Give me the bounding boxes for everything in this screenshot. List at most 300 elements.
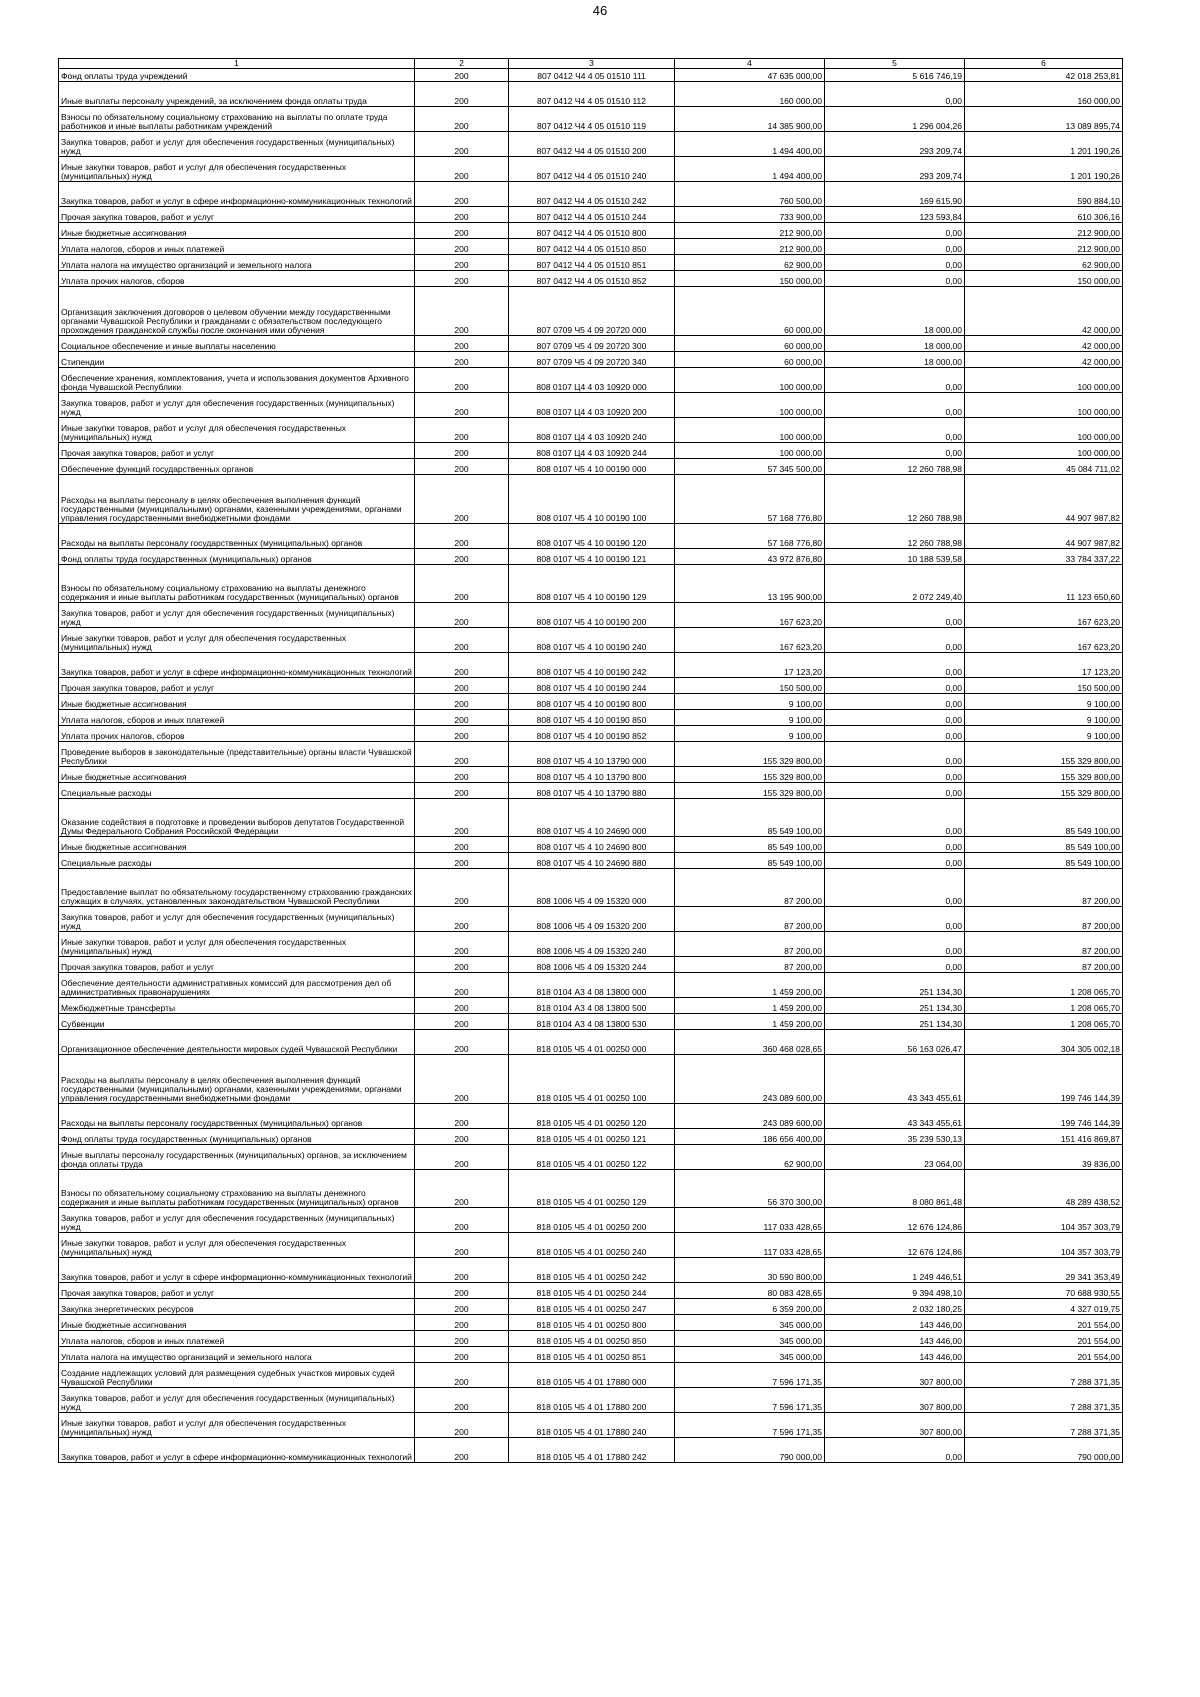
table-row	[59, 157, 1123, 182]
table-row	[59, 1347, 1123, 1363]
row-code: 200	[415, 1055, 509, 1104]
row-kbk-code: 807 0412 Ч4 4 05 01510 800	[509, 223, 675, 239]
row-kbk-code: 818 0105 Ч5 4 01 00250 120	[509, 1104, 675, 1129]
row-col4-value: 60 000,00	[675, 352, 825, 368]
row-col4-value: 87 200,00	[675, 932, 825, 957]
row-col5-value: 0,00	[825, 957, 965, 973]
row-kbk-code: 808 0107 Ч5 4 10 24690 880	[509, 853, 675, 869]
row-name: Прочая закупка товаров, работ и услуг	[59, 957, 415, 973]
row-kbk-code: 818 0105 Ч5 4 01 17880 000	[509, 1363, 675, 1388]
row-col5-value: 23 064,00	[825, 1145, 965, 1170]
row-col4-value: 100 000,00	[675, 443, 825, 459]
table-row	[59, 742, 1123, 767]
table-row	[59, 767, 1123, 783]
row-name: Создание надлежащих условий для размещения судебных участков мировых судей Чувашской Республики	[59, 1363, 415, 1388]
row-kbk-code: 808 1006 Ч5 4 09 15320 244	[509, 957, 675, 973]
table-row	[59, 799, 1123, 837]
table-row	[59, 1104, 1123, 1129]
row-name: Проведение выборов в законодательные (представительные) органы власти Чувашской Республики	[59, 742, 415, 767]
row-code: 200	[415, 628, 509, 653]
row-code: 200	[415, 157, 509, 182]
row-name: Фонд оплаты труда учреждений	[59, 69, 415, 82]
row-kbk-code: 818 0104 А3 4 08 13800 500	[509, 998, 675, 1014]
row-col5-value: 0,00	[825, 742, 965, 767]
row-name: Расходы на выплаты персоналу государственных (муниципальных) органов	[59, 1104, 415, 1129]
row-name: Уплата налогов, сборов и иных платежей	[59, 239, 415, 255]
row-kbk-code: 818 0105 Ч5 4 01 00250 200	[509, 1208, 675, 1233]
row-col5-value: 43 343 455,61	[825, 1104, 965, 1129]
row-code: 200	[415, 1014, 509, 1030]
row-kbk-code: 808 0107 Ч5 4 10 00190 200	[509, 603, 675, 628]
row-col4-value: 60 000,00	[675, 336, 825, 352]
row-kbk-code: 808 0107 Ч5 4 10 13790 800	[509, 767, 675, 783]
row-name: Взносы по обязательному социальному страхованию на выплаты денежного содержания и иные выплаты работникам государственных (муниципальных) органов	[59, 565, 415, 603]
row-code: 200	[415, 239, 509, 255]
row-name: Иные закупки товаров, работ и услуг для обеспечения государственных (муниципальных) нужд	[59, 418, 415, 443]
row-col5-value: 2 072 249,40	[825, 565, 965, 603]
row-kbk-code: 808 0107 Ц4 4 03 10920 200	[509, 393, 675, 418]
row-col5-value: 0,00	[825, 255, 965, 271]
row-col4-value: 57 345 500,00	[675, 459, 825, 475]
row-col4-value: 1 459 200,00	[675, 1014, 825, 1030]
row-code: 200	[415, 69, 509, 82]
row-col5-value: 143 446,00	[825, 1315, 965, 1331]
row-col6-value: 33 784 337,22	[965, 549, 1123, 565]
row-col5-value: 293 209,74	[825, 157, 965, 182]
row-name: Прочая закупка товаров, работ и услуг	[59, 678, 415, 694]
row-col6-value: 87 200,00	[965, 869, 1123, 907]
row-kbk-code: 808 1006 Ч5 4 09 15320 200	[509, 907, 675, 932]
row-col4-value: 57 168 776,80	[675, 524, 825, 549]
row-code: 200	[415, 1170, 509, 1208]
row-kbk-code: 818 0105 Ч5 4 01 17880 242	[509, 1438, 675, 1463]
row-col5-value: 307 800,00	[825, 1388, 965, 1413]
row-col6-value: 212 900,00	[965, 239, 1123, 255]
row-col4-value: 85 549 100,00	[675, 853, 825, 869]
row-col6-value: 7 288 371,35	[965, 1363, 1123, 1388]
row-col6-value: 160 000,00	[965, 82, 1123, 107]
row-kbk-code: 808 0107 Ч5 4 10 24690 800	[509, 837, 675, 853]
row-col4-value: 1 494 400,00	[675, 157, 825, 182]
row-code: 200	[415, 1331, 509, 1347]
row-col5-value: 12 260 788,98	[825, 524, 965, 549]
header-row	[59, 59, 1123, 69]
row-col4-value: 155 329 800,00	[675, 767, 825, 783]
row-col6-value: 9 100,00	[965, 710, 1123, 726]
row-code: 200	[415, 783, 509, 799]
row-kbk-code: 818 0105 Ч5 4 01 00250 122	[509, 1145, 675, 1170]
row-col5-value: 251 134,30	[825, 998, 965, 1014]
row-col5-value: 0,00	[825, 239, 965, 255]
row-col5-value: 12 260 788,98	[825, 459, 965, 475]
row-name: Оказание содействия в подготовке и проведении выборов депутатов Государственной Думы Федерального Собрания Российской Федерации	[59, 799, 415, 837]
row-name: Иные закупки товаров, работ и услуг для обеспечения государственных (муниципальных) нужд	[59, 1413, 415, 1438]
row-kbk-code: 808 0107 Ч5 4 10 00190 244	[509, 678, 675, 694]
row-col4-value: 733 900,00	[675, 207, 825, 223]
row-name: Субвенции	[59, 1014, 415, 1030]
row-col5-value: 143 446,00	[825, 1347, 965, 1363]
row-code: 200	[415, 443, 509, 459]
row-code: 200	[415, 255, 509, 271]
row-code: 200	[415, 678, 509, 694]
row-col5-value: 123 593,84	[825, 207, 965, 223]
row-col5-value: 5 616 746,19	[825, 69, 965, 82]
table-row	[59, 565, 1123, 603]
row-col4-value: 155 329 800,00	[675, 783, 825, 799]
row-kbk-code: 818 0105 Ч5 4 01 17880 240	[509, 1413, 675, 1438]
row-name: Межбюджетные трансферты	[59, 998, 415, 1014]
row-kbk-code: 808 1006 Ч5 4 09 15320 240	[509, 932, 675, 957]
row-kbk-code: 807 0412 Ч4 4 05 01510 119	[509, 107, 675, 132]
row-code: 200	[415, 710, 509, 726]
row-col4-value: 30 590 800,00	[675, 1258, 825, 1283]
row-kbk-code: 808 0107 Ч5 4 10 00190 129	[509, 565, 675, 603]
table-row	[59, 255, 1123, 271]
row-kbk-code: 818 0105 Ч5 4 01 00250 240	[509, 1233, 675, 1258]
row-kbk-code: 808 0107 Ц4 4 03 10920 000	[509, 368, 675, 393]
row-col6-value: 199 746 144,39	[965, 1104, 1123, 1129]
row-col6-value: 44 907 987,82	[965, 524, 1123, 549]
row-col4-value: 14 385 900,00	[675, 107, 825, 132]
row-name: Закупка товаров, работ и услуг в сфере информационно-коммуникационных технологий	[59, 653, 415, 678]
table-row	[59, 998, 1123, 1014]
row-col6-value: 201 554,00	[965, 1331, 1123, 1347]
row-name: Предоставление выплат по обязательному государственному страхованию гражданских служащих в случаях, установленных законодательством Чувашской Республики	[59, 869, 415, 907]
row-kbk-code: 808 0107 Ч5 4 10 13790 880	[509, 783, 675, 799]
row-col5-value: 12 260 788,98	[825, 475, 965, 524]
row-col4-value: 85 549 100,00	[675, 837, 825, 853]
row-name: Иные бюджетные ассигнования	[59, 767, 415, 783]
row-col4-value: 9 100,00	[675, 726, 825, 742]
row-col6-value: 42 000,00	[965, 352, 1123, 368]
row-col6-value: 29 341 353,49	[965, 1258, 1123, 1283]
row-col5-value: 18 000,00	[825, 352, 965, 368]
table-row	[59, 1145, 1123, 1170]
row-col4-value: 56 370 300,00	[675, 1170, 825, 1208]
row-col6-value: 104 357 303,79	[965, 1233, 1123, 1258]
row-kbk-code: 807 0412 Ч4 4 05 01510 244	[509, 207, 675, 223]
row-name: Закупка энергетических ресурсов	[59, 1299, 415, 1315]
row-kbk-code: 818 0105 Ч5 4 01 00250 800	[509, 1315, 675, 1331]
row-col6-value: 1 201 190,26	[965, 132, 1123, 157]
row-kbk-code: 818 0105 Ч5 4 01 17880 200	[509, 1388, 675, 1413]
row-col5-value: 0,00	[825, 694, 965, 710]
row-name: Специальные расходы	[59, 853, 415, 869]
row-col4-value: 9 100,00	[675, 694, 825, 710]
row-code: 200	[415, 207, 509, 223]
row-kbk-code: 807 0412 Ч4 4 05 01510 851	[509, 255, 675, 271]
table-row	[59, 853, 1123, 869]
table-row	[59, 710, 1123, 726]
row-col5-value: 9 394 498,10	[825, 1283, 965, 1299]
row-col4-value: 760 500,00	[675, 182, 825, 207]
row-col6-value: 62 900,00	[965, 255, 1123, 271]
table-row	[59, 239, 1123, 255]
row-col5-value: 251 134,30	[825, 973, 965, 998]
row-kbk-code: 818 0105 Ч5 4 01 00250 244	[509, 1283, 675, 1299]
row-code: 200	[415, 287, 509, 336]
row-code: 200	[415, 799, 509, 837]
row-code: 200	[415, 1438, 509, 1463]
row-kbk-code: 808 0107 Ч5 4 10 00190 121	[509, 549, 675, 565]
row-col6-value: 212 900,00	[965, 223, 1123, 239]
row-code: 200	[415, 1315, 509, 1331]
row-col5-value: 18 000,00	[825, 287, 965, 336]
row-col5-value: 56 163 026,47	[825, 1030, 965, 1055]
row-code: 200	[415, 82, 509, 107]
row-name: Организационное обеспечение деятельности мировых судей Чувашской Республики	[59, 1030, 415, 1055]
row-code: 200	[415, 524, 509, 549]
row-col6-value: 87 200,00	[965, 957, 1123, 973]
row-col5-value: 0,00	[825, 603, 965, 628]
row-kbk-code: 808 0107 Ч5 4 10 00190 800	[509, 694, 675, 710]
row-col5-value: 0,00	[825, 907, 965, 932]
row-col5-value: 12 676 124,86	[825, 1233, 965, 1258]
row-col6-value: 100 000,00	[965, 418, 1123, 443]
row-code: 200	[415, 418, 509, 443]
row-col4-value: 155 329 800,00	[675, 742, 825, 767]
row-kbk-code: 807 0709 Ч5 4 09 20720 000	[509, 287, 675, 336]
header-col-4: 4	[675, 59, 825, 69]
row-col4-value: 1 459 200,00	[675, 973, 825, 998]
table-row	[59, 1283, 1123, 1299]
row-col6-value: 150 000,00	[965, 271, 1123, 287]
row-name: Иные закупки товаров, работ и услуг для обеспечения государственных (муниципальных) нужд	[59, 157, 415, 182]
row-code: 200	[415, 1388, 509, 1413]
budget-table	[58, 58, 1123, 1463]
row-kbk-code: 818 0105 Ч5 4 01 00250 242	[509, 1258, 675, 1283]
row-col4-value: 6 359 200,00	[675, 1299, 825, 1315]
table-row	[59, 837, 1123, 853]
row-col4-value: 17 123,20	[675, 653, 825, 678]
row-col6-value: 155 329 800,00	[965, 767, 1123, 783]
table-row	[59, 726, 1123, 742]
row-code: 200	[415, 1129, 509, 1145]
row-name: Уплата прочих налогов, сборов	[59, 726, 415, 742]
table-row	[59, 1170, 1123, 1208]
row-col6-value: 151 416 869,87	[965, 1129, 1123, 1145]
row-col4-value: 7 596 171,35	[675, 1388, 825, 1413]
row-kbk-code: 808 0107 Ц4 4 03 10920 240	[509, 418, 675, 443]
row-kbk-code: 818 0104 А3 4 08 13800 000	[509, 973, 675, 998]
row-col5-value: 0,00	[825, 223, 965, 239]
row-name: Иные бюджетные ассигнования	[59, 694, 415, 710]
row-col6-value: 48 289 438,52	[965, 1170, 1123, 1208]
row-kbk-code: 807 0412 Ч4 4 05 01510 200	[509, 132, 675, 157]
row-col4-value: 87 200,00	[675, 869, 825, 907]
row-name: Фонд оплаты труда государственных (муниципальных) органов	[59, 549, 415, 565]
row-col5-value: 0,00	[825, 418, 965, 443]
row-code: 200	[415, 742, 509, 767]
row-col5-value: 0,00	[825, 932, 965, 957]
row-col6-value: 42 000,00	[965, 287, 1123, 336]
row-name: Обеспечение хранения, комплектования, учета и использования документов Архивного фонда Чувашской Республики	[59, 368, 415, 393]
row-col6-value: 42 000,00	[965, 336, 1123, 352]
row-kbk-code: 807 0412 Ч4 4 05 01510 852	[509, 271, 675, 287]
row-code: 200	[415, 393, 509, 418]
row-name: Расходы на выплаты персоналу в целях обеспечения выполнения функций государственными (муниципальными) органами, казенными учреждениями, органами управления государственными внебюджетными фондами	[59, 475, 415, 524]
row-name: Обеспечение функций государственных органов	[59, 459, 415, 475]
row-code: 200	[415, 1347, 509, 1363]
row-kbk-code: 808 0107 Ч5 4 10 00190 240	[509, 628, 675, 653]
table-row	[59, 694, 1123, 710]
row-col6-value: 304 305 002,18	[965, 1030, 1123, 1055]
row-code: 200	[415, 837, 509, 853]
row-col5-value: 169 615,90	[825, 182, 965, 207]
row-col4-value: 100 000,00	[675, 393, 825, 418]
row-col4-value: 1 459 200,00	[675, 998, 825, 1014]
row-col6-value: 199 746 144,39	[965, 1055, 1123, 1104]
table-row	[59, 271, 1123, 287]
table-row	[59, 1208, 1123, 1233]
row-col5-value: 10 188 539,58	[825, 549, 965, 565]
table-row	[59, 869, 1123, 907]
table-row	[59, 1030, 1123, 1055]
row-col5-value: 35 239 530,13	[825, 1129, 965, 1145]
row-col4-value: 80 083 428,65	[675, 1283, 825, 1299]
row-col5-value: 1 296 004,26	[825, 107, 965, 132]
header-col-3: 3	[509, 59, 675, 69]
row-code: 200	[415, 368, 509, 393]
row-name: Иные закупки товаров, работ и услуг для обеспечения государственных (муниципальных) нужд	[59, 628, 415, 653]
row-code: 200	[415, 932, 509, 957]
row-kbk-code: 807 0412 Ч4 4 05 01510 112	[509, 82, 675, 107]
row-col5-value: 0,00	[825, 443, 965, 459]
row-col4-value: 100 000,00	[675, 368, 825, 393]
row-code: 200	[415, 182, 509, 207]
row-name: Прочая закупка товаров, работ и услуг	[59, 207, 415, 223]
row-col5-value: 0,00	[825, 783, 965, 799]
row-col6-value: 9 100,00	[965, 694, 1123, 710]
row-name: Закупка товаров, работ и услуг для обеспечения государственных (муниципальных) нужд	[59, 907, 415, 932]
table-row	[59, 418, 1123, 443]
row-code: 200	[415, 869, 509, 907]
table-row	[59, 1258, 1123, 1283]
row-kbk-code: 807 0412 Ч4 4 05 01510 242	[509, 182, 675, 207]
row-col5-value: 18 000,00	[825, 336, 965, 352]
row-name: Взносы по обязательному социальному страхованию на выплаты денежного содержания и иные выплаты работникам государственных (муниципальных) органов	[59, 1170, 415, 1208]
row-kbk-code: 808 1006 Ч5 4 09 15320 000	[509, 869, 675, 907]
header-col-1: 1	[59, 59, 415, 69]
table-row	[59, 678, 1123, 694]
row-col6-value: 11 123 650,60	[965, 565, 1123, 603]
row-col4-value: 212 900,00	[675, 239, 825, 255]
row-col5-value: 0,00	[825, 710, 965, 726]
table-row	[59, 1331, 1123, 1347]
row-col4-value: 345 000,00	[675, 1347, 825, 1363]
table-row	[59, 443, 1123, 459]
row-name: Обеспечение деятельности административных комиссий для рассмотрения дел об административных правонарушениях	[59, 973, 415, 998]
row-col5-value: 0,00	[825, 853, 965, 869]
row-kbk-code: 808 0107 Ч5 4 10 00190 852	[509, 726, 675, 742]
table-row	[59, 628, 1123, 653]
row-col5-value: 307 800,00	[825, 1363, 965, 1388]
table-row	[59, 336, 1123, 352]
row-col4-value: 243 089 600,00	[675, 1104, 825, 1129]
table-row	[59, 1233, 1123, 1258]
table-row	[59, 459, 1123, 475]
row-kbk-code: 807 0709 Ч5 4 09 20720 300	[509, 336, 675, 352]
row-col4-value: 360 468 028,65	[675, 1030, 825, 1055]
row-col6-value: 100 000,00	[965, 443, 1123, 459]
row-kbk-code: 818 0105 Ч5 4 01 00250 850	[509, 1331, 675, 1347]
table-header	[59, 59, 1123, 69]
row-col6-value: 9 100,00	[965, 726, 1123, 742]
table-row	[59, 932, 1123, 957]
table-row	[59, 368, 1123, 393]
row-col5-value: 0,00	[825, 653, 965, 678]
row-name: Стипендии	[59, 352, 415, 368]
row-col4-value: 57 168 776,80	[675, 475, 825, 524]
table-body	[59, 69, 1123, 1463]
table-row	[59, 223, 1123, 239]
row-name: Уплата налогов, сборов и иных платежей	[59, 1331, 415, 1347]
row-col4-value: 7 596 171,35	[675, 1363, 825, 1388]
row-code: 200	[415, 603, 509, 628]
row-kbk-code: 818 0105 Ч5 4 01 00250 000	[509, 1030, 675, 1055]
row-col4-value: 87 200,00	[675, 907, 825, 932]
row-col5-value: 0,00	[825, 368, 965, 393]
row-name: Иные бюджетные ассигнования	[59, 223, 415, 239]
row-code: 200	[415, 1233, 509, 1258]
row-code: 200	[415, 459, 509, 475]
row-code: 200	[415, 223, 509, 239]
row-code: 200	[415, 1145, 509, 1170]
table-row	[59, 393, 1123, 418]
row-col4-value: 9 100,00	[675, 710, 825, 726]
row-kbk-code: 818 0105 Ч5 4 01 00250 100	[509, 1055, 675, 1104]
row-name: Закупка товаров, работ и услуг для обеспечения государственных (муниципальных) нужд	[59, 1208, 415, 1233]
row-col4-value: 167 623,20	[675, 603, 825, 628]
row-col6-value: 790 000,00	[965, 1438, 1123, 1463]
row-name: Прочая закупка товаров, работ и услуг	[59, 443, 415, 459]
row-col6-value: 85 549 100,00	[965, 837, 1123, 853]
row-kbk-code: 807 0412 Ч4 4 05 01510 850	[509, 239, 675, 255]
row-code: 200	[415, 726, 509, 742]
row-code: 200	[415, 767, 509, 783]
row-col6-value: 17 123,20	[965, 653, 1123, 678]
row-col5-value: 0,00	[825, 393, 965, 418]
row-col4-value: 243 089 600,00	[675, 1055, 825, 1104]
header-col-6: 6	[965, 59, 1123, 69]
row-kbk-code: 808 0107 Ч5 4 10 24690 000	[509, 799, 675, 837]
row-name: Закупка товаров, работ и услуг в сфере информационно-коммуникационных технологий	[59, 182, 415, 207]
row-col4-value: 345 000,00	[675, 1315, 825, 1331]
row-kbk-code: 818 0104 А3 4 08 13800 530	[509, 1014, 675, 1030]
table-row	[59, 82, 1123, 107]
table-row	[59, 107, 1123, 132]
row-code: 200	[415, 565, 509, 603]
table-row	[59, 207, 1123, 223]
header-col-5: 5	[825, 59, 965, 69]
row-col6-value: 155 329 800,00	[965, 742, 1123, 767]
row-code: 200	[415, 1299, 509, 1315]
row-name: Иные выплаты персоналу учреждений, за исключением фонда оплаты труда	[59, 82, 415, 107]
row-col6-value: 610 306,16	[965, 207, 1123, 223]
row-col6-value: 44 907 987,82	[965, 475, 1123, 524]
table-row	[59, 524, 1123, 549]
row-code: 200	[415, 336, 509, 352]
row-name: Закупка товаров, работ и услуг в сфере информационно-коммуникационных технологий	[59, 1438, 415, 1463]
row-col6-value: 42 018 253,81	[965, 69, 1123, 82]
row-name: Социальное обеспечение и иные выплаты населению	[59, 336, 415, 352]
row-col4-value: 100 000,00	[675, 418, 825, 443]
row-kbk-code: 808 0107 Ч5 4 10 00190 100	[509, 475, 675, 524]
row-name: Иные закупки товаров, работ и услуг для обеспечения государственных (муниципальных) нужд	[59, 932, 415, 957]
row-name: Иные выплаты персоналу государственных (муниципальных) органов, за исключением фонда оплаты труда	[59, 1145, 415, 1170]
table-row	[59, 1055, 1123, 1104]
row-col6-value: 1 208 065,70	[965, 973, 1123, 998]
